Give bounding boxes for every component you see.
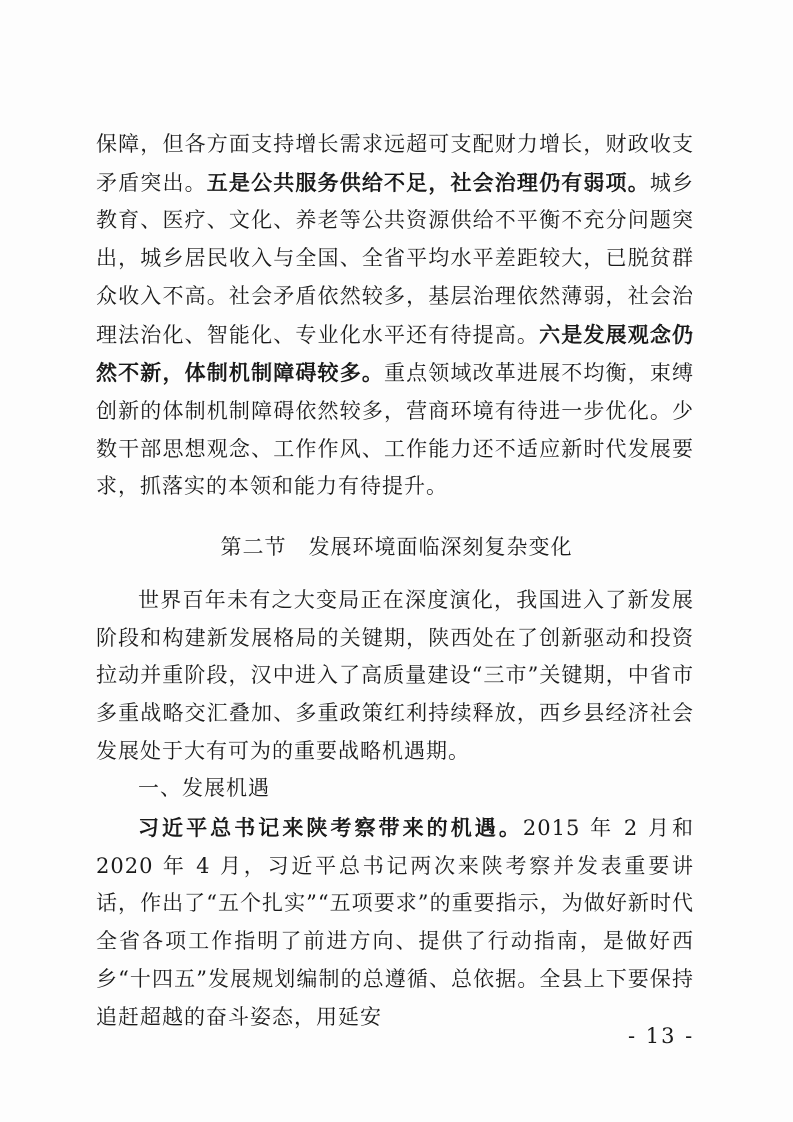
subheading-opportunities: 一、发展机遇 [138, 776, 270, 800]
paragraph-text: 保障，但各方面支持增长需求远超可支配财力增长，财政收支矛盾突出。 [96, 132, 694, 195]
bold-lead: 习近平总书记来陕考察带来的机遇。 [138, 815, 523, 840]
bold-heading-six: 六是发展观念仍然不新，体制机制障碍较多。 [96, 321, 695, 386]
paragraph-opportunity [96, 809, 694, 1036]
paragraph-text: 重点领域改革进展不均衡，束缚创新的体制机制障碍依然较多，营商环境有待进一步优化。少数干部思想观念、工作作风、工作能力还不适应新时代发展要求，抓落实的本领和能力有待提升。 [96, 361, 694, 499]
section-heading: 第二节 发展环境面临深刻复杂变化 [220, 535, 573, 559]
paragraph-text: 2015 年 2 月和 2020 年 4 月，习近平总书记两次来陕考察并发表重要讲话，作出了“五个扎实”“五项要求”的重要指示，为做好新时代全省各项工作指明了前进方向、提供了行动指南，是做好西乡“十四五”发展规划编制的总遵循、总依据。全县上下要保持追赶超越的奋斗姿态，用延安 [96, 816, 694, 1029]
page-number: - 13 - [628, 1024, 695, 1048]
paragraph-text: 城乡教育、医疗、文化、养老等公共资源供给不平衡不充分问题突出，城乡居民收入与全国、全省平均水平差距较大，已脱贫群众收入不高。社会矛盾依然较多，基层治理依然薄弱，社会治理法治化、智能化、专业化水平还有待提高。 [96, 170, 695, 347]
bold-heading-five: 五是公共服务供给不足，社会治理仍有弱项。 [206, 169, 650, 195]
paragraph-environment [96, 582, 694, 771]
paragraph-text: 世界百年未有之大变局正在深度演化，我国进入了新发展阶段和构建新发展格局的关键期，陕西处在了创新驱动和投资拉动并重阶段，汉中进入了高质量建设“三市”关键期，中省市多重战略交汇叠加、多重政策红利持续释放，西乡县经济社会发展处于大有可为的重要战略机遇期。 [96, 588, 694, 763]
paragraph-challenges [96, 126, 694, 506]
